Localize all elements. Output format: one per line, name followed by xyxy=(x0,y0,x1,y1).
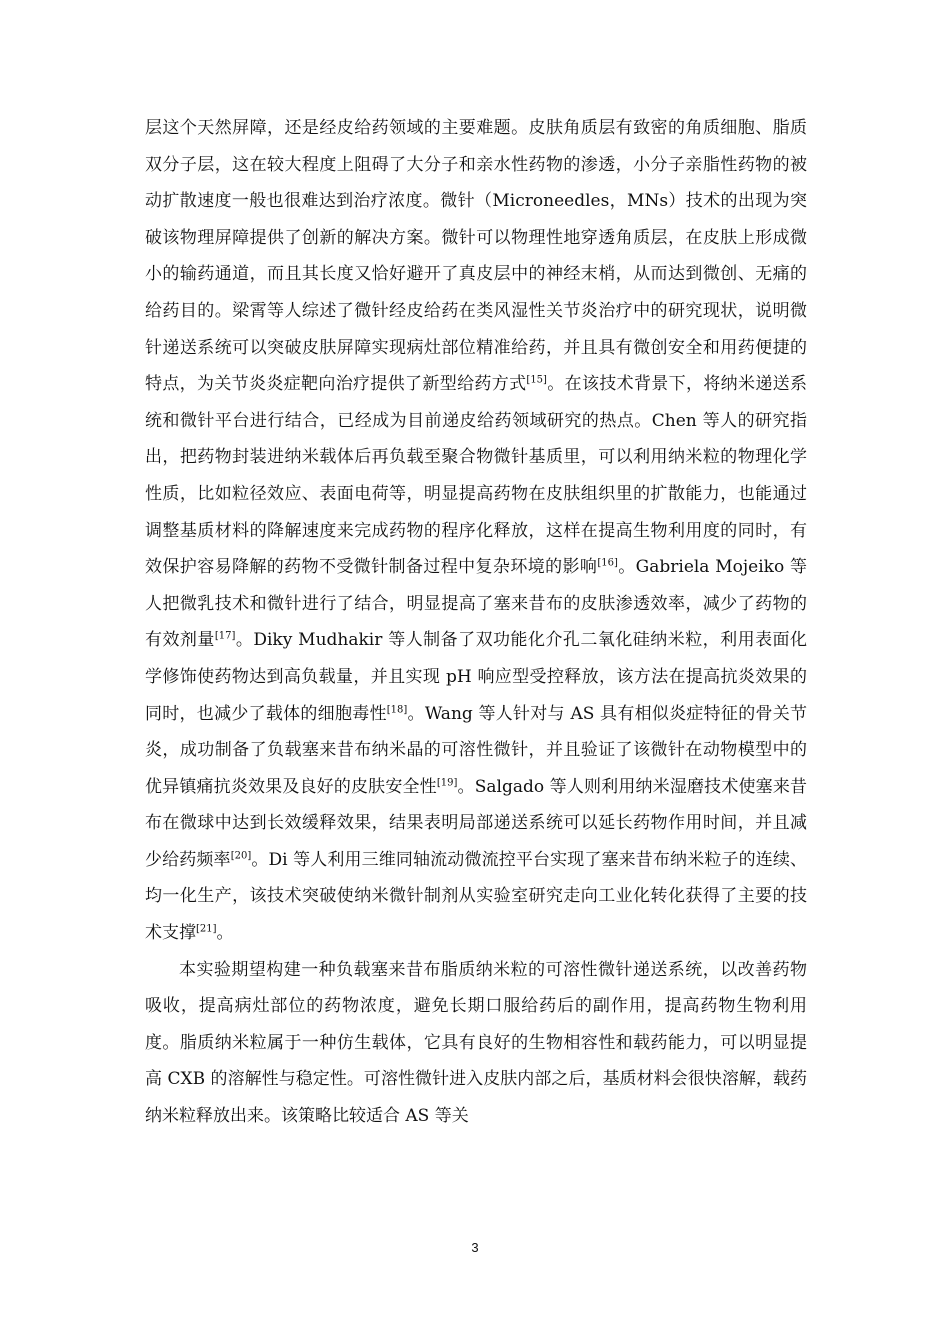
text-segment: 。 xyxy=(216,923,234,944)
text-segment: 。在该技术背景下，将纳米递送系统和微针平台进行结合，已经成为目前递皮给药领域研究的热点。Chen 等人的研究指出，把药物封装进纳米载体后再负载至聚合物微针基质里，可以利用纳米粒的物理化学性质，比如粒径效应、表面电荷等，明显提高药物在皮肤组织里的扩散能力，也能通过调整基质材料的降解速度来完成药物的程序化释放，这样在提高生物利用度的同时，有效保护容易降解的药物不受微针制备过程中复杂环境的影响 xyxy=(145,374,808,578)
text-segment: 层这个天然屏障，还是经皮给药领域的主要难题。皮肤角质层有致密的角质细胞、脂质双分子层，这在较大程度上阻碍了大分子和亲水性药物的渗透，小分子亲脂性药物的被动扩散速度一般也很难达到治疗浓度。微针（Microneedles，MNs）技术的出现为突破该物理屏障提供了创新的解决方案。微针可以物理性地穿透角质层，在皮肤上形成微小的输药通道，而且其长度又恰好避开了真皮层中的神经末梢，从而达到微创、无痛的给药目的。梁霄等人综述了微针经皮给药在类风湿性关节炎治疗中的研究现状，说明微针递送系统可以突破皮肤屏障实现病灶部位精准给药，并且具有微创安全和用药便捷的特点，为关节炎炎症靶向治疗提供了新型给药方式 xyxy=(145,118,807,395)
text-segment: 本实验期望构建一种负载塞来昔布脂质纳米粒的可溶性微针递送系统，以改善药物吸收，提高病灶部位的药物浓度，避免长期口服给药后的副作用，提高药物生物利用度。脂质纳米粒属于一种仿生载体，它具有良好的生物相容性和载药能力，可以明显提高 CXB 的溶解性与稳定性。可溶性微针进入皮肤内部之后，基质材料会很快溶解，载药纳米粒释放出来。该策略比较适合 AS 等关 xyxy=(145,959,807,1127)
citation-16: [16] xyxy=(597,557,618,569)
citation-15: [15] xyxy=(526,374,547,386)
citation-19: [19] xyxy=(436,777,458,789)
citation-21: [21] xyxy=(196,923,217,935)
text-segment: 。Salgado 等人则利用纳米湿磨技术使塞来昔布在微球中达到长效缓释效果，结果表明局部递送系统可以延长药物作用时间，并且减少给药频率 xyxy=(145,776,807,870)
paragraph-1 xyxy=(145,110,807,952)
citation-17: [17] xyxy=(214,630,236,642)
text-segment: 。Wang 等人针对与 AS 具有相似炎症特征的骨关节炎，成功制备了负载塞来昔布纳米晶的可溶性微针，并且验证了该微针在动物模型中的优异镇痛抗炎效果及良好的皮肤安全性 xyxy=(145,703,807,797)
citation-18: [18] xyxy=(386,703,408,715)
text-segment: 。Gabriela Mojeiko 等人把微乳技术和微针进行了结合，明显提高了塞来昔布的皮肤渗透效率，减少了药物的有效剂量 xyxy=(145,557,807,651)
body-text xyxy=(145,110,807,1135)
text-segment: 。Diky Mudhakir 等人制备了双功能化介孔二氧化硅纳米粒，利用表面化学修饰使药物达到高负载量，并且实现 pH 响应型受控释放，该方法在提高抗炎效果的同时，也减少了载体的细胞毒性 xyxy=(145,630,808,724)
paragraph-2 xyxy=(145,952,807,1135)
citation-20: [20] xyxy=(230,850,252,862)
text-segment: 。Di 等人利用三维同轴流动微流控平台实现了塞来昔布纳米粒子的连续、均一化生产，该技术突破使纳米微针制剂从实验室研究走向工业化转化获得了主要的技术支撑 xyxy=(145,849,807,944)
page-number: 3 xyxy=(471,1240,479,1255)
